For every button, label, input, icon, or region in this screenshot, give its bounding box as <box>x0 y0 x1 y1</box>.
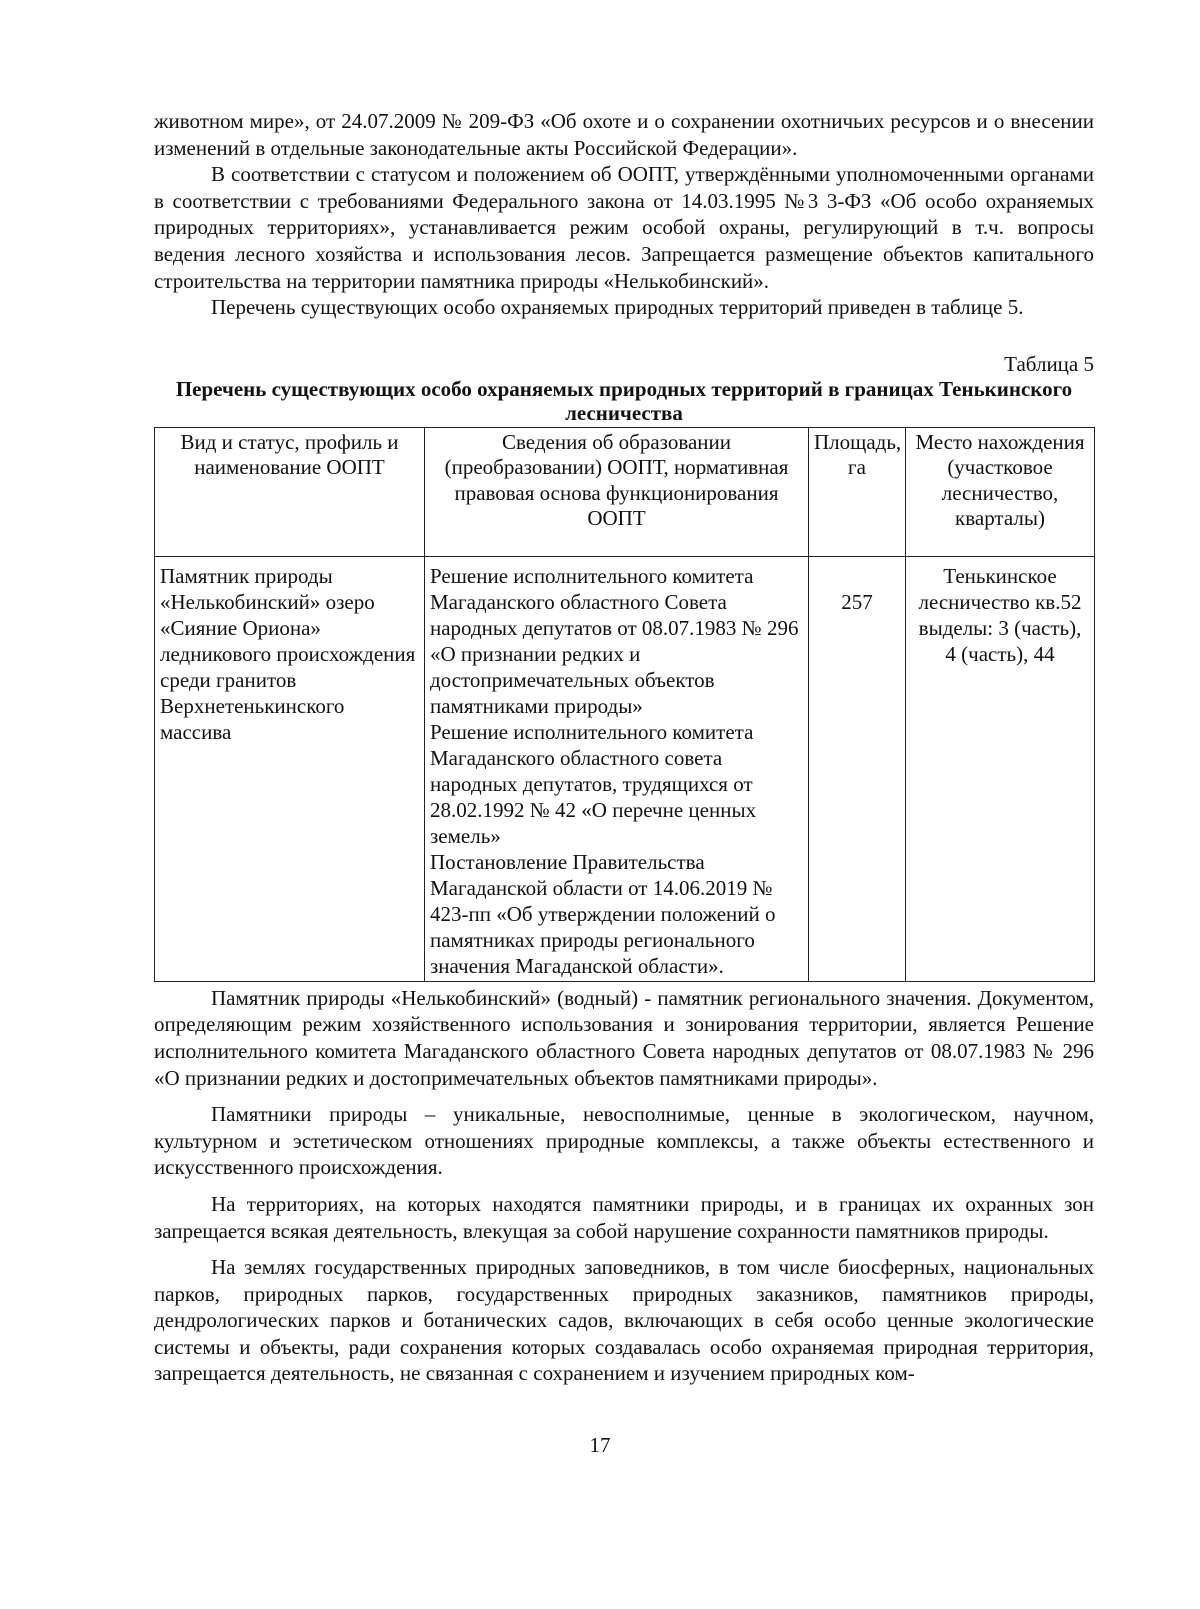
header-cell-type: Вид и статус, профиль и наименование ООПТ <box>155 427 425 556</box>
page-content <box>154 108 1094 1387</box>
legal-basis-item-1: Решение исполнительного комитета Магаданского областного Совета народных депутатов от 08.07.1983 № 296 «О признании редких и достопримечательных объектов памятниками природы» <box>430 563 799 718</box>
intro-paragraph-3: Перечень существующих особо охраняемых природных территорий приведен в таблице 5. <box>211 295 1024 320</box>
header-cell-basis: Сведения об образовании (преобразовании) ООПТ, нормативная правовая основа функционирования ООПТ <box>425 427 809 556</box>
header-cell-area: Площадь, га <box>809 427 906 556</box>
legal-basis-item-2: Решение исполнительного комитета Магаданского областного совета народных депутатов, трудящихся от 28.02.1992 № 42 «О перечне ценных земель» <box>430 719 757 848</box>
intro-paragraph-1: животном мире», от 24.07.2009 № 209-ФЗ «Об охоте и о сохранении охотничьих ресурсов и о внесении изменений в отдельные законодательные акты Российской Федерации». <box>154 109 1094 160</box>
after-paragraph-2: Памятники природы – уникальные, невосполнимые, ценные в экологическом, научном, культурном и эстетическом отношениях природные комплексы, а также объекты естественного и искусственного происхождения. <box>154 1102 1094 1180</box>
intro-paragraph-2: В соответствии с статусом и положением об ООПТ, утверждёнными уполномоченными органами в соответствии с требованиями Федерального закона от 14.03.1995 №3 3-ФЗ «Об особо охраняемых природных территориях», устанавливается режим особой охраны, регулирующий в т.ч. вопросы ведения лесного хозяйства и использования лесов. Запрещается размещение объектов капитального строительства на территории памятника природы «Нелькобинский». <box>154 162 1094 293</box>
oopt-table <box>154 427 1095 982</box>
table-number-label: Таблица 5 <box>1004 351 1094 376</box>
after-paragraph-1: Памятник природы «Нелькобинский» (водный) - памятник регионального значения. Документом, определяющим режим хозяйственного использования и зонирования территории, является Решение исполнительного комитета Магаданского областного Совета народных депутатов от 08.07.1983 № 296 «О признании редких и достопримечательных объектов памятниками природы». <box>154 985 1094 1090</box>
cell-oopt-name: Памятник природы «Нелькобинский» озеро «Сияние Ориона» ледникового происхождения среди гранитов Верхнетенькинского массива <box>155 556 425 981</box>
header-cell-location: Место нахождения (участковое лесничество, кварталы) <box>906 427 1095 556</box>
table-title: Перечень существующих особо охраняемых природных территорий в границах Тенькинского лесничества <box>175 376 1073 425</box>
table-row <box>155 556 1095 981</box>
cell-area: 257 <box>809 556 906 981</box>
after-table-text <box>154 985 1094 1387</box>
after-paragraph-3: На территориях, на которых находятся памятники природы, и в границах их охранных зон запрещается всякая деятельность, влекущая за собой нарушение сохранности памятников природы. <box>154 1191 1094 1243</box>
legal-basis-item-3: Постановление Правительства Магаданской области от 14.06.2019 № 423-пп «Об утверждении положений о памятниках природы регионального значения Магаданской области». <box>430 849 776 978</box>
table-header-row <box>155 427 1095 556</box>
page-number: 17 <box>589 1433 611 1457</box>
cell-location: Тенькинское лесничество кв.52 выделы: 3 (часть), 4 (часть), 44 <box>906 556 1095 981</box>
after-paragraph-4: На землях государственных природных заповедников, в том числе биосферных, национальных парков, природных парков, государственных природных заказников, памятников природы, дендрологических парков и ботанических садов, включающих в себя особо ценные экологические системы и объекты, ради сохранения которых создавалась особо охраняемая природная территория, запрещается деятельность, не связанная с сохранением и изучением природных ком- <box>154 1255 1094 1386</box>
cell-legal-basis <box>425 556 809 981</box>
